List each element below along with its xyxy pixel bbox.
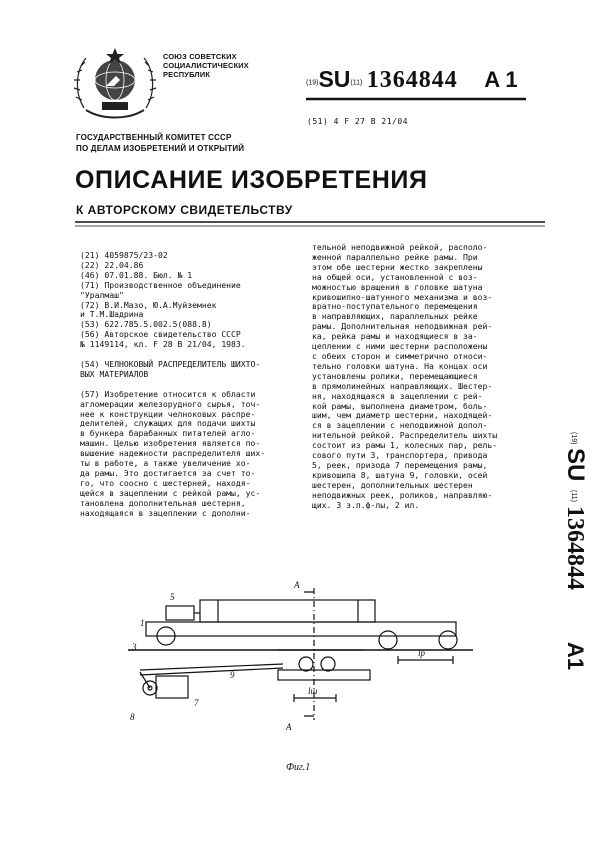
patent-number: 1364844 (366, 67, 458, 93)
text-line: кривошипа 8, шатуна 9, головки, осей (312, 469, 488, 480)
svg-text:A: A (286, 722, 292, 732)
text-line: ся в зацеплении с неподвижной допол- (312, 420, 488, 431)
frame-1 (146, 622, 456, 636)
text-line: установлены ролики, перемещающиеся (312, 370, 478, 381)
text-line: (22) 22.04.86 (80, 259, 144, 270)
vertical-patent-stamp (538, 432, 589, 692)
text-line: тельно головки шатуна. На концах оси (312, 360, 488, 371)
document-kind: A 1 (484, 67, 518, 92)
svg-text:A1: A1 (563, 642, 588, 671)
text-line: 5, реек, призода 7 перемещения рамы, (312, 459, 488, 470)
text-line: ня, находящаяся в зацеплении с рей- (312, 390, 483, 401)
text-line: в направляющих, параллельных рейке (312, 311, 478, 322)
committee-name: ГОСУДАРСТВЕННЫЙ КОМИТЕТ СССР ПО ДЕЛАМ ИЗОБРЕТЕНИЙ И ОТКРЫТИЙ (76, 133, 245, 153)
text-line: агломерации железорудного сырья, точ- (80, 398, 261, 409)
text-line: женной параллельно рейке рамы. При (312, 251, 478, 262)
ipc-classification: (51) 4 F 27 B 21/04 (307, 117, 409, 126)
svg-text:(11): (11) (570, 490, 577, 502)
ussr-emblem (72, 42, 158, 122)
right-column-text (312, 243, 552, 510)
text-line: ка, рейка рамы и находящиеся в за- (312, 331, 478, 342)
text-line: состоит из рамы 1, колесных пар, рель- (312, 440, 498, 451)
left-column-text (80, 251, 302, 518)
svg-text:(19): (19) (570, 432, 577, 445)
text-line: щейся в зацеплении с рейкой рамы, ус- (80, 487, 261, 498)
text-line: (46) 07.01.88. Бюл. № 1 (80, 269, 193, 280)
text-line: сового пути 3, транспортера, привода (312, 450, 488, 461)
svg-text:5: 5 (170, 592, 175, 602)
text-line: щих. 3 з.п.ф-лы, 2 ил. (312, 499, 420, 510)
text-line: № 1149114, кл. F 28 B 21/04, 1983. (80, 339, 246, 350)
text-line: (71) Производственное объединение (80, 279, 241, 290)
document-subtitle: К АВТОРСКОМУ СВИДЕТЕЛЬСТВУ (76, 203, 293, 217)
conveyor-belt (200, 600, 375, 622)
union-name: СОЮЗ СОВЕТСКИХ СОЦИАЛИСТИЧЕСКИХ РЕСПУБЛИК (163, 52, 249, 79)
text-line: кривошипно-шатунного механизма и воз- (312, 291, 493, 302)
text-line: "Уралмаш" (80, 289, 124, 300)
text-line: кой рамы, выполнена диаметром, боль- (312, 400, 488, 411)
fixed-rack (278, 670, 370, 680)
svg-text:3: 3 (132, 642, 137, 652)
svg-text:lр: lр (418, 648, 426, 658)
patent-number-block: (19)SU(11) 1364844 A 1 (306, 66, 518, 93)
wheel-mid (379, 631, 397, 649)
text-line: можностью вращения в головке шатуна (312, 281, 483, 292)
text-line: (56) Авторское свидетельство СССР (80, 329, 241, 340)
figure-1 (118, 580, 478, 760)
figure-caption: Фиг.1 (286, 762, 311, 773)
svg-text:1: 1 (140, 618, 145, 628)
svg-text:1364844: 1364844 (562, 506, 588, 590)
text-line: с обеих сторон и симметрично относи- (312, 350, 488, 361)
text-line: (21) 4059875/23-02 (80, 250, 168, 260)
text-line: го, что соосно с шестерней, находя- (80, 477, 251, 488)
text-line: тельной неподвижной рейкой, располо- (312, 242, 488, 252)
svg-text:A: A (294, 580, 300, 590)
text-line: в прямолинейных направляющих. Шестер- (312, 380, 493, 391)
wheel-right (439, 631, 457, 649)
text-line: шестерен, дополнительных шестерен (312, 479, 473, 490)
text-line: ВЫХ МАТЕРИАЛОВ (80, 368, 149, 379)
text-line: вратно-поступательного перемещения (312, 301, 478, 312)
svg-text:8: 8 (130, 712, 135, 722)
text-line: (53) 622.785.5.002.5(088.8) (80, 319, 212, 330)
text-line: да рамы. Это достигается за счет то- (80, 467, 256, 478)
text-line: шим, чем диаметр шестерни, находящей- (312, 410, 493, 421)
text-line: тановлена дополнительная шестерня, (80, 497, 246, 508)
text-line: машин. Целью изобретения является по- (80, 438, 261, 449)
text-line: ты в работе, а также увеличение хо- (80, 458, 251, 469)
text-line: в бункера барабанных питателей агло- (80, 428, 256, 439)
text-line: и Т.М.Шадрина (80, 309, 144, 320)
drive-7 (156, 676, 188, 698)
text-line: рамы. Дополнительная неподвижная рей- (312, 321, 493, 332)
text-line: цеплении с ними шестерни расположены (312, 341, 488, 352)
patent-number-underline (306, 96, 526, 104)
text-line: нительной рейкой. Распределитель шихты (312, 430, 498, 441)
text-line: (72) В.И.Мазо, Ю.А.Муйземнек (80, 299, 217, 310)
text-line: (54) ЧЕЛНОКОВЫЙ РАСПРЕДЕЛИТЕЛЬ ШИХТО- (80, 358, 261, 369)
text-line: этом обе шестерни жестко закреплены (312, 261, 483, 272)
text-line: делителей, служащих для подачи шихты (80, 418, 256, 429)
svg-text:7: 7 (194, 698, 199, 708)
svg-text:9: 9 (230, 670, 235, 680)
document-title: ОПИСАНИЕ ИЗОБРЕТЕНИЯ (75, 166, 428, 194)
text-line: вышение надежности распределителя ших- (80, 448, 266, 459)
svg-text:lш: lш (308, 686, 318, 696)
country-code: SU (318, 66, 351, 92)
text-line: находящаяся в зацеплении с дополни- (80, 507, 251, 518)
text-line: (57) Изобретение относится к области (80, 388, 256, 399)
svg-text:SU: SU (562, 448, 589, 482)
header-rule (75, 220, 545, 228)
text-line: неподвижных реек, роликов, направляю- (312, 489, 493, 500)
text-line: нее к конструкции челноковых распре- (80, 408, 256, 419)
text-line: на общей оси, установленной с воз- (312, 271, 478, 282)
drive-5 (166, 606, 194, 620)
